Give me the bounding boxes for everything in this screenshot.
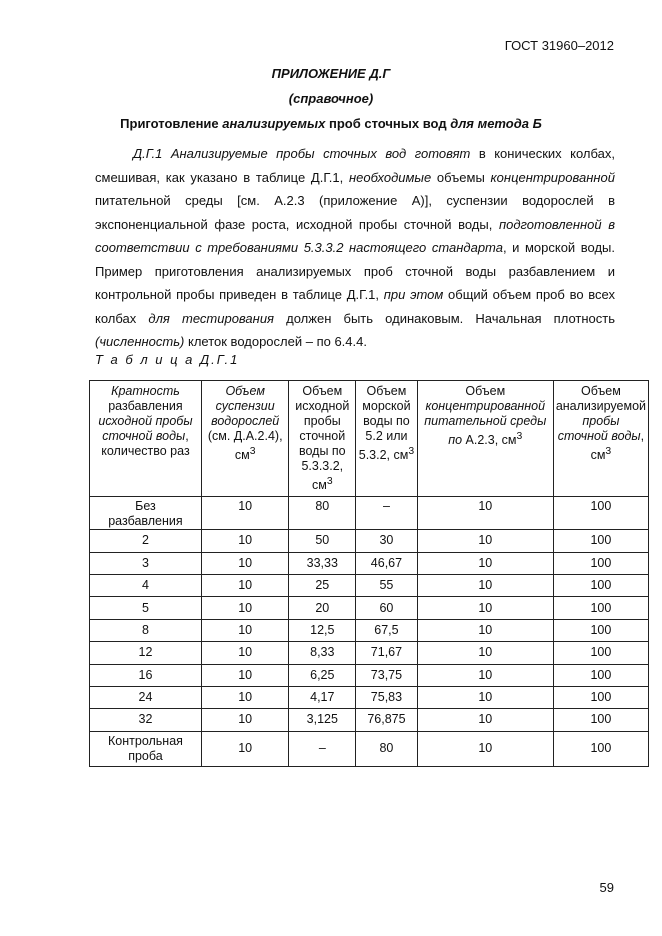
table-cell: 10 (417, 597, 553, 619)
table-cell: 5 (90, 597, 202, 619)
table-label: Т а б л и ц а Д.Г.1 (95, 352, 240, 367)
header-text: , количество раз (101, 429, 190, 458)
text-italic: при этом (383, 287, 444, 302)
table-cell: Без разбавления (90, 497, 202, 530)
appendix-label: ПРИЛОЖЕНИЕ Д.Г (271, 66, 391, 81)
table-cell: 32 (90, 709, 202, 731)
header-text: , см (590, 429, 645, 463)
table-cell: 3 (90, 552, 202, 574)
title-part: проб сточных вод (325, 116, 451, 131)
table-cell: Контрольная проба (90, 731, 202, 766)
table-cell: 76,875 (356, 709, 418, 731)
table-cell: 10 (417, 731, 553, 766)
table-row (90, 497, 649, 530)
table-cell: 60 (356, 597, 418, 619)
table-cell: – (289, 731, 356, 766)
table-row (90, 530, 649, 552)
header-text: Объем (465, 384, 506, 398)
superscript: 3 (516, 431, 523, 442)
header-text: Объем морской воды по 5.2 или 5.3.2, см (358, 384, 411, 463)
title-part: Приготовление (120, 116, 223, 131)
table-cell: 100 (553, 709, 648, 731)
table-cell: 4,17 (289, 686, 356, 708)
column-header (356, 381, 418, 497)
table-row (90, 642, 649, 664)
dilution-table (89, 380, 649, 767)
table-cell: 10 (201, 530, 289, 552)
table-cell: 30 (356, 530, 418, 552)
table-cell: 80 (356, 731, 418, 766)
table-cell: 10 (201, 597, 289, 619)
table-cell: 10 (201, 552, 289, 574)
table-cell: 71,67 (356, 642, 418, 664)
table-cell: 25 (289, 574, 356, 596)
table-row (90, 731, 649, 766)
superscript: 3 (605, 446, 612, 457)
table-row (90, 709, 649, 731)
table-cell: 50 (289, 530, 356, 552)
table-row (90, 686, 649, 708)
table-cell: 20 (289, 597, 356, 619)
column-header (289, 381, 356, 497)
table-cell: 33,33 (289, 552, 356, 574)
header-text: (см. Д.А.2.4), см (207, 429, 283, 463)
table-cell: 55 (356, 574, 418, 596)
table-cell: 10 (417, 686, 553, 708)
header-text: разбавления (108, 399, 183, 413)
table-cell: 10 (201, 709, 289, 731)
appendix-reference: (справочное) (288, 91, 374, 106)
table-cell: 24 (90, 686, 202, 708)
table-cell: 10 (417, 574, 553, 596)
table-cell: 10 (417, 619, 553, 641)
text: должен быть одинаковым. Начальная плотность (274, 310, 615, 326)
text-italic: подготовленной в соответствии с требованиями 5.3.3.2 настоящего стандарта (95, 216, 615, 255)
table-cell: 75,83 (356, 686, 418, 708)
text-italic: Д.Г.1 Анализируемые пробы сточных вод готовят (133, 146, 471, 161)
text-italic: (численность) (95, 334, 185, 349)
table-cell: – (356, 497, 418, 530)
table-cell: 6,25 (289, 664, 356, 686)
text: объемы (431, 169, 491, 185)
table-cell: 100 (553, 731, 648, 766)
table-cell: 10 (417, 709, 553, 731)
table-cell: 10 (201, 574, 289, 596)
table-cell: 16 (90, 664, 202, 686)
table-cell: 12 (90, 642, 202, 664)
table-cell: 4 (90, 574, 202, 596)
table-row (90, 574, 649, 596)
header-text: А.2.3, см (462, 433, 517, 448)
column-header (417, 381, 553, 497)
table-cell: 100 (553, 574, 648, 596)
paragraph (95, 142, 615, 354)
text: общий объем проб во всех колбах (95, 287, 615, 326)
table-cell: 100 (553, 497, 648, 530)
table-cell: 10 (201, 686, 289, 708)
table-cell: 100 (553, 664, 648, 686)
column-header (90, 381, 202, 497)
superscript: 3 (408, 446, 415, 457)
text: , и морской воды. Пример приготовления анализируемых проб сточной воды разбавлением и контрольной пробы приведен в таблице Д.Г.1, (95, 240, 615, 302)
table-row (90, 619, 649, 641)
title-part-italic: для метода Б (450, 116, 542, 131)
table-cell: 8 (90, 619, 202, 641)
table-cell: 10 (417, 552, 553, 574)
table-cell: 10 (417, 497, 553, 530)
table-row (90, 597, 649, 619)
header-text: пробы сточной воды (557, 414, 641, 443)
header-text: Объем исходной пробы сточной воды по 5.3.3.2, см (295, 384, 350, 493)
table-cell: 10 (417, 642, 553, 664)
table-cell: 12,5 (289, 619, 356, 641)
table-cell: 100 (553, 597, 648, 619)
table-cell: 10 (201, 664, 289, 686)
text-italic: концентрированной (490, 169, 615, 185)
table-header-row (90, 381, 649, 497)
table-cell: 2 (90, 530, 202, 552)
table-cell: 8,33 (289, 642, 356, 664)
header-text: исходной пробы сточной воды (98, 414, 193, 443)
header-text: концентрированной питательной среды по (424, 399, 547, 448)
table-row (90, 552, 649, 574)
superscript: 3 (326, 476, 333, 487)
table-cell: 100 (553, 619, 648, 641)
page-number: 59 (599, 880, 614, 895)
table-cell: 10 (417, 530, 553, 552)
text-italic: для тестирования (148, 310, 274, 326)
table-cell: 100 (553, 552, 648, 574)
table-cell: 100 (553, 686, 648, 708)
text: питательной среды [см. А.2.3 (приложение А)], суспензии водорослей в экспоненциальной фазе роста, исходной пробы сточной воды, (95, 193, 615, 232)
table-cell: 73,75 (356, 664, 418, 686)
header-text: Кратность (111, 384, 180, 398)
standard-number: ГОСТ 31960–2012 (504, 38, 614, 53)
table-cell: 67,5 (356, 619, 418, 641)
table-cell: 10 (201, 642, 289, 664)
header-text: Объем суспензии водорослей (211, 384, 280, 428)
text: в конических колбах, смешивая, как указано в таблице Д.Г.1, (95, 146, 615, 185)
table-cell: 80 (289, 497, 356, 530)
table-cell: 46,67 (356, 552, 418, 574)
text: клеток водорослей – по 6.4.4. (184, 334, 367, 349)
column-header (553, 381, 648, 497)
table-cell: 100 (553, 642, 648, 664)
table-cell: 10 (201, 619, 289, 641)
column-header (201, 381, 289, 497)
title-part-italic: анализируемых (222, 116, 326, 131)
table-cell: 10 (201, 731, 289, 766)
table-cell: 10 (417, 664, 553, 686)
table-cell: 3,125 (289, 709, 356, 731)
text-italic: необходимые (348, 169, 432, 185)
header-text: Объем анализируемой (555, 384, 647, 413)
table-row (90, 664, 649, 686)
appendix-title (0, 116, 662, 131)
table-cell: 100 (553, 530, 648, 552)
body-text (95, 142, 615, 354)
superscript: 3 (249, 446, 256, 457)
table-cell: 10 (201, 497, 289, 530)
